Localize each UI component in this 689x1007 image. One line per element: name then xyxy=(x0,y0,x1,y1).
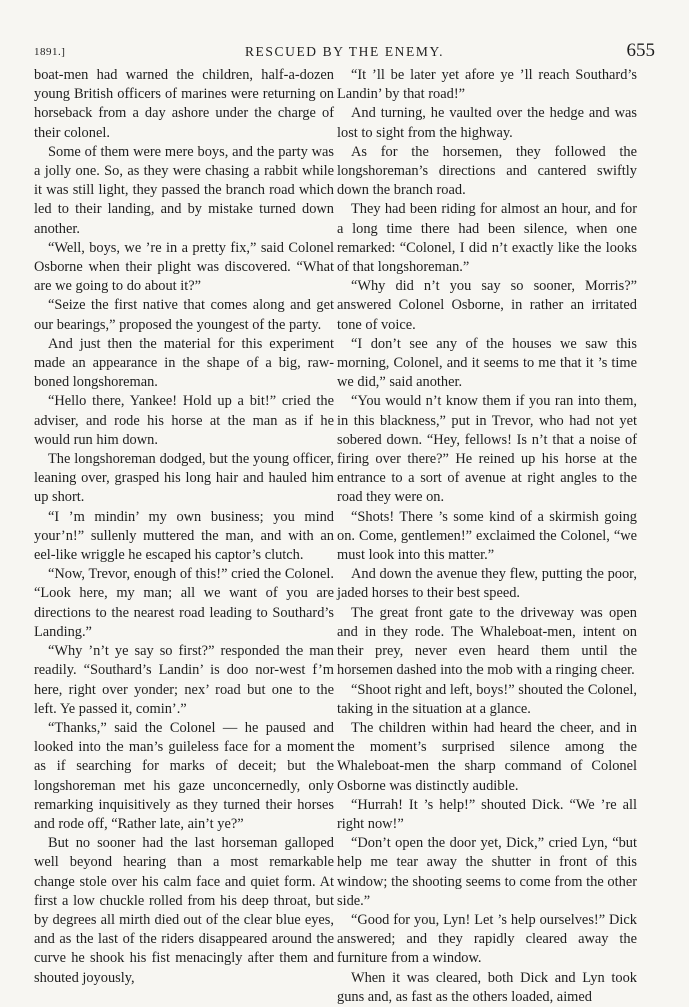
paragraph: Some of them were mere boys, and the party was a jolly one. So, as they were chasing a rabbit while it was still light, they passed the branch road which led to their landing, and by mistake turned down another. xyxy=(34,143,334,237)
paragraph: “It ’ll be later yet afore ye ’ll reach Southard’s Landin’ by that road!” xyxy=(337,67,637,103)
running-header xyxy=(34,40,655,66)
paragraph: “Why ’n’t ye say so first?” responded the man readily. “Southard’s Landin’ is doo nor-west f’m here, right over yonder; nex’ road but one to the left. Ye passed it, comin’.” xyxy=(34,643,334,717)
paragraph: “Don’t open the door yet, Dick,” cried Lyn, “but help me tear away the shutter in front of this window; the shooting seems to come from the other side.” xyxy=(337,835,637,909)
header-title: RESCUED BY THE ENEMY. xyxy=(244,44,445,59)
paragraph: “Hurrah! It ’s help!” shouted Dick. “We ’re all right now!” xyxy=(337,796,637,832)
right-column xyxy=(337,66,637,1007)
paragraph: The longshoreman dodged, but the young officer, leaning over, grasped his long hair and hauled him up short. xyxy=(34,451,334,506)
paragraph: “Well, boys, we ’re in a pretty fix,” said Colonel Osborne when their plight was discovered. “What are we going to do about it?” xyxy=(34,239,334,295)
paragraph: And down the avenue they flew, putting the poor, jaded horses to their best speed. xyxy=(337,566,637,602)
paragraph: “I don’t see any of the houses we saw this morning, Colonel, and it seems to me that it ’s time we did,” said another. xyxy=(337,335,637,391)
paragraph: “You would n’t know them if you ran into them, in this blackness,” put in Trevor, who had not yet sobered down. “Hey, fellows! Is n’t that a noise of firing over there?” He reined up his horse at the entrance to a sort of avenue at right angles to the road they were on. xyxy=(337,393,637,506)
paragraph: “Hello there, Yankee! Hold up a bit!” cried the adviser, and rode his horse at the man as if he would run him down. xyxy=(34,393,334,448)
paragraph: The great front gate to the driveway was open and in they rode. The Whaleboat-men, intent on their prey, never even heard them until the horsemen dashed into the mob with a ringing cheer. xyxy=(337,604,637,679)
paragraph: “Seize the first native that comes along and get our bearings,” proposed the youngest of the party. xyxy=(34,297,334,333)
paragraph: But no sooner had the last horseman galloped well beyond hearing than a most remarkable change stole over his calm face and quiet form. At first a low chuckle rolled from his deep throat, but by degrees all mirth died out of the clear blue eyes, and as the last of the riders disappeared around the curve he shook his fist menacingly after them and shouted joyously, xyxy=(34,835,334,986)
paragraph: “Shoot right and left, boys!” shouted the Colonel, taking in the situation at a glance. xyxy=(337,681,637,717)
paragraph: As for the horsemen, they followed the longshoreman’s directions and cantered swiftly down the branch road. xyxy=(337,143,637,199)
paragraph: boat-men had warned the children, half-a-dozen young British officers of marines were returning on horseback from a day ashore under the charge of their colonel. xyxy=(34,67,334,141)
paragraph: And turning, he vaulted over the hedge and was lost to sight from the highway. xyxy=(337,105,637,141)
paragraph: The children within had heard the cheer, and in the moment’s surprised silence among the Whaleboat-men the sharp command of Colonel Osborne was distinctly audible. xyxy=(337,719,637,794)
page-number: 655 xyxy=(626,40,655,61)
paragraph: They had been riding for almost an hour, and for a long time there had been silence, when one remarked: “Colonel, I did n’t exactly like the looks of that longshoreman.” xyxy=(337,201,637,276)
paragraph: And just then the material for this experiment made an appearance in the shape of a big, raw-boned longshoreman. xyxy=(34,335,334,391)
left-column xyxy=(34,66,334,988)
paragraph: “Shots! There ’s some kind of a skirmish going on. Come, gentlemen!” exclaimed the Colonel, “we must look into this matter.” xyxy=(337,508,637,564)
paragraph: “Now, Trevor, enough of this!” cried the Colonel. “Look here, my man; all we want of you are directions to the nearest road leading to Southard’s Landing.” xyxy=(34,566,334,640)
paragraph: When it was cleared, both Dick and Lyn took guns and, as fast as the others loaded, aimed xyxy=(337,969,637,1005)
paragraph: “I ’m mindin’ my own business; you mind your’n!” sullenly muttered the man, and with an eel-like wriggle he escaped his captor’s clutch. xyxy=(34,508,334,564)
paragraph: “Good for you, Lyn! Let ’s help ourselves!” Dick answered; and they rapidly cleared away the furniture from a window. xyxy=(337,911,637,967)
paragraph: “Thanks,” said the Colonel — he paused and looked into the man’s guileless face for a moment as if searching for marks of deceit; but the longshoreman met his gaze unconcernedly, only remarking inquisitively as they turned their horses and rode off, “Rather late, ain’t ye?” xyxy=(34,719,334,832)
header-year: 1891.] xyxy=(34,46,66,58)
paragraph: “Why did n’t you say so sooner, Morris?” answered Colonel Osborne, in rather an irritated tone of voice. xyxy=(337,278,637,333)
